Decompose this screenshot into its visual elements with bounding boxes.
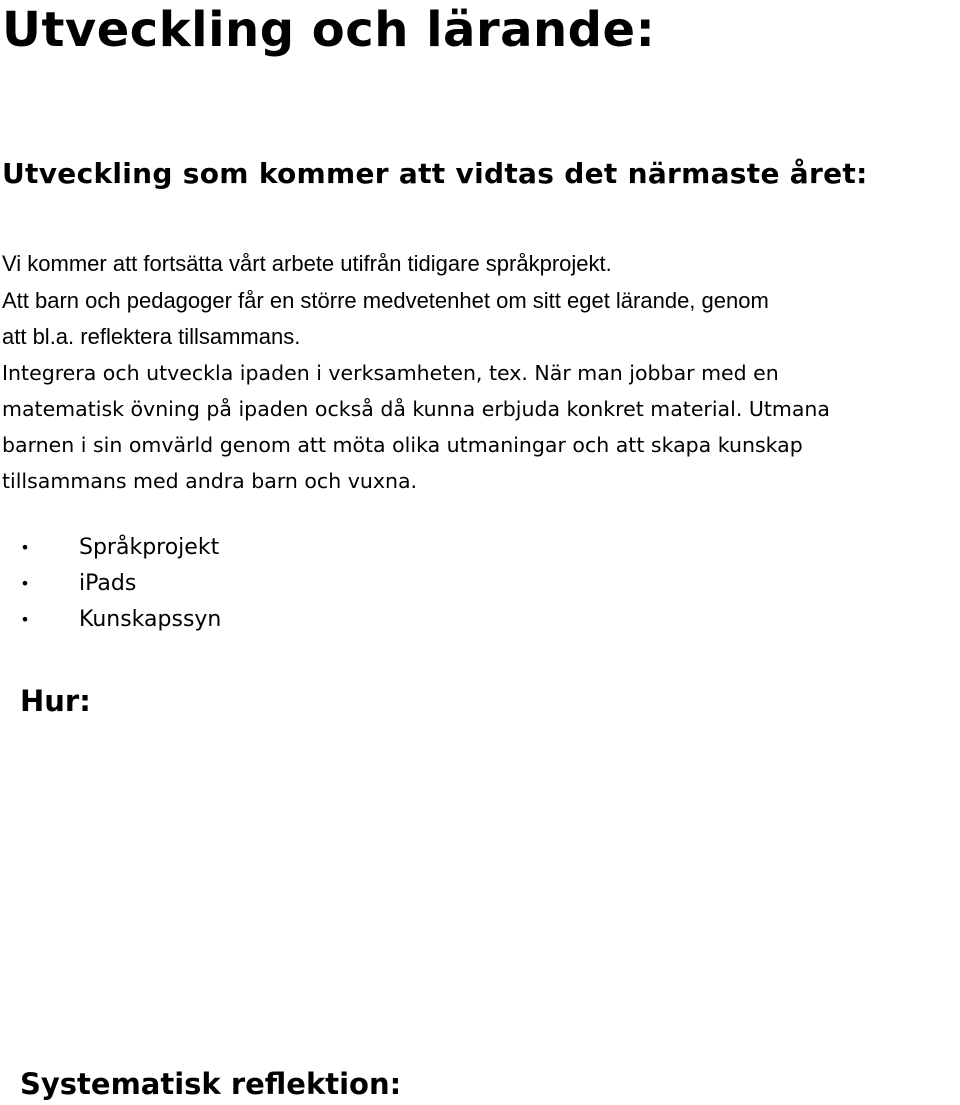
paragraph-line: att bl.a. reflektera tillsammans.	[2, 324, 301, 349]
bullet-icon: •	[20, 538, 30, 557]
paragraph-line: barnen i sin omvärld genom att möta olika utmaningar och att skapa kunskap	[2, 433, 803, 457]
reflection-heading: Systematisk reflektion:	[20, 1067, 402, 1101]
paragraph-line: tillsammans med andra barn och vuxna.	[2, 469, 418, 493]
list-item-label: Språkprojekt	[79, 535, 220, 560]
list-item-label: iPads	[79, 571, 137, 596]
list-item	[20, 530, 221, 566]
bullet-icon: •	[20, 610, 30, 629]
paragraph-line: Vi kommer att fortsätta vårt arbete utifrån tidigare språkprojekt.	[2, 251, 612, 276]
paragraph-line: Att barn och pedagoger får en större medvetenhet om sitt eget lärande, genom	[2, 288, 769, 313]
how-heading: Hur:	[20, 684, 91, 718]
page-title: Utveckling och lärande:	[2, 2, 656, 58]
list-item	[20, 602, 221, 638]
list-item	[20, 566, 221, 602]
bullet-icon: •	[20, 574, 30, 593]
paragraph-line: matematisk övning på ipaden också då kunna erbjuda konkret material. Utmana	[2, 397, 830, 421]
paragraph-line: Integrera och utveckla ipaden i verksamheten, tex. När man jobbar med en	[2, 361, 779, 385]
list-item-label: Kunskapssyn	[79, 607, 222, 632]
section-heading: Utveckling som kommer att vidtas det närmaste året:	[2, 157, 868, 190]
bullet-list	[20, 530, 221, 638]
